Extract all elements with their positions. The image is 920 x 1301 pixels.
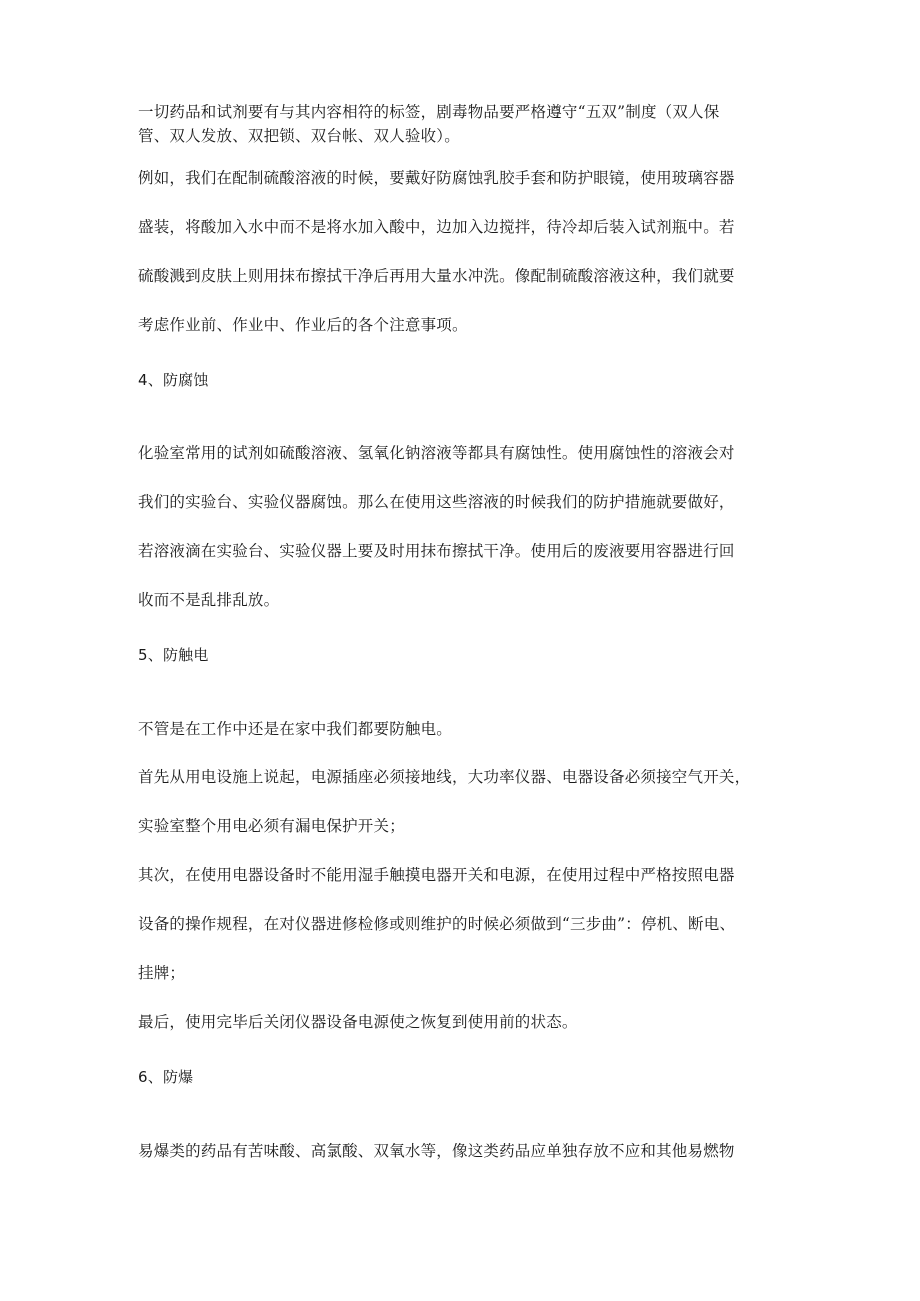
body-text-line: 化验室常用的试剂如硫酸溶液、氢氧化钠溶液等都具有腐蚀性。使用腐蚀性的溶液会对 [138, 444, 735, 462]
body-text-line: 我们的实验台、实验仪器腐蚀。那么在使用这些溶液的时候我们的防护措施就要做好， [138, 493, 735, 511]
body-text-line: 实验室整个用电必须有漏电保护开关； [138, 817, 405, 835]
body-text-line: 考虑作业前、作业中、作业后的各个注意事项。 [138, 316, 468, 334]
body-text-line: 首先从用电设施上说起，电源插座必须接地线，大功率仪器、电器设备必须接空气开关， [138, 768, 751, 786]
body-text-line: 其次，在使用电器设备时不能用湿手触摸电器开关和电源，在使用过程中严格按照电器 [138, 866, 735, 884]
body-text-line: 管、双人发放、双把锁、双台帐、双人验收）。 [138, 127, 460, 145]
body-text-line: 盛装，将酸加入水中而不是将水加入酸中，边加入边搅拌，待冷却后装入试剂瓶中。若 [138, 218, 735, 236]
body-text-line: 设备的操作规程，在对仪器进修检修或则维护的时候必须做到“三步曲”：停机、断电、 [138, 915, 736, 933]
section-heading: 5、防触电 [138, 646, 209, 664]
body-text-line: 硫酸溅到皮肤上则用抹布擦拭干净后再用大量水冲洗。像配制硫酸溶液这种，我们就要 [138, 267, 735, 285]
body-text-line: 例如，我们在配制硫酸溶液的时候，要戴好防腐蚀乳胶手套和防护眼镜，使用玻璃容器 [138, 169, 735, 187]
body-text-line: 不管是在工作中还是在家中我们都要防触电。 [138, 720, 453, 738]
body-text-line: 若溶液滴在实验台、实验仪器上要及时用抹布擦拭干净。使用后的废液要用容器进行回 [138, 542, 735, 560]
body-text-line: 易爆类的药品有苦味酸、高氯酸、双氧水等，像这类药品应单独存放不应和其他易燃物 [138, 1142, 735, 1160]
section-heading: 6、防爆 [138, 1068, 194, 1086]
body-text-line: 收而不是乱排乱放。 [138, 591, 280, 609]
body-text-line: 最后，使用完毕后关闭仪器设备电源使之恢复到使用前的状态。 [138, 1013, 578, 1031]
body-text-line: 一切药品和试剂要有与其内容相符的标签，剧毒物品要严格遵守“五双”制度（双人保 [138, 103, 720, 121]
body-text-line: 挂牌； [138, 964, 186, 982]
section-heading: 4、防腐蚀 [138, 371, 209, 389]
